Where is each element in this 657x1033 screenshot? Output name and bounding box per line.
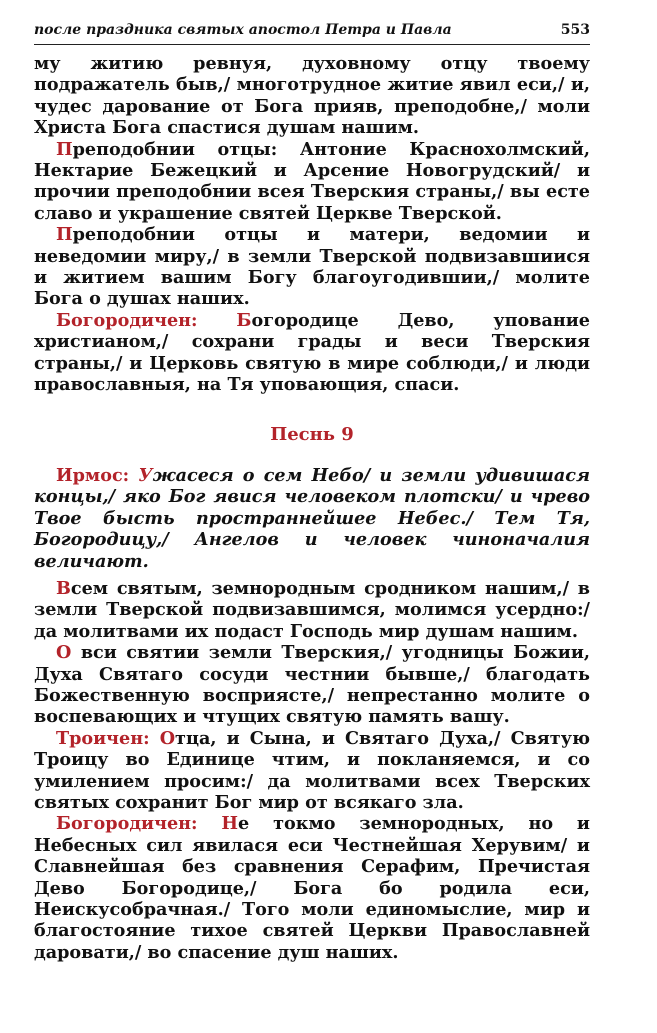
- header-title: после праздника святых апостол Петра и Павла: [34, 22, 452, 38]
- paragraph-irmos: [34, 465, 590, 572]
- red-initial: П: [56, 138, 73, 160]
- red-initial: У: [138, 464, 153, 486]
- rubric-label: Богородичен:: [56, 813, 222, 835]
- paragraph-continued: [34, 53, 590, 139]
- rubric-label: Троичен:: [56, 727, 160, 749]
- red-initial: О: [56, 642, 72, 664]
- paragraph-text: сем святым, земнородным сродником нашим,/ в земли Тверской подвизавшимся, молимся усердно:/ да молитвами их подаст Господь мир душам нашим.: [34, 577, 590, 642]
- paragraph-text: е токмо земнородных, но и Небесных сил явилася еси Честнейшая Херувим/ и Славнейшая без сравнения Серафим, Пречистая Дево Богородице,/ Бога бо родила еси, Неискусобрачная./ Того моли единомыслие, мир и благостояние тихое святей Церкви Православней даровати,/ во спасение душ наших.: [34, 813, 590, 963]
- red-initial: О: [159, 727, 176, 749]
- paragraph-troparion: [34, 642, 590, 728]
- paragraph-text: реподобнии отцы: Антоние Краснохолмский, Нектарие Бежецкий и Арсение Новогрудский/ и прочии преподобнии всея Тверския страны,/ вы есте славо и украшение святей Церкве Тверской.: [34, 138, 590, 224]
- paragraph-text: огородице Дево, упование христианом,/ сохрани грады и веси Тверския страны,/ и Церковь святую в мире соблюди,/ и люди православныя, на Тя уповающия, спаси.: [34, 309, 591, 396]
- ode-heading: Песнь 9: [270, 423, 354, 445]
- red-initial: В: [56, 577, 71, 599]
- paragraph-text: реподобнии отцы и матери, ведомии и неведомии миру,/ в земли Тверской подвизавшиися и житием вашим Богу благоугодившии,/ молите Бога о душах наших.: [34, 224, 590, 310]
- paragraph-text: вси святии земли Тверския,/ угодницы Божии, Духа Святаго сосуди честнии бывше,/ благодать Божественную восприясте,/ непрестанно молите о воспевающих и чтущих святую память вашу.: [34, 642, 590, 728]
- book-page: [34, 22, 590, 963]
- paragraph-triadicon: [34, 728, 590, 814]
- paragraph-theotokion: [34, 310, 590, 396]
- rubric-label: Богородичен:: [56, 309, 237, 331]
- paragraph-text: жасеся о сем Небо/ и земли удивишася концы,/ яко Бог явися человеком плотски/ и чрево Твое бысть пространнейшее Небес./ Тем Тя, Богородицу,/ Ангелов и человек чиноначалия величают.: [34, 464, 591, 572]
- page-body: [34, 53, 590, 963]
- running-header: [34, 22, 590, 45]
- rubric-label: Ирмос:: [56, 464, 139, 486]
- red-initial: Н: [221, 813, 239, 835]
- paragraph-troparion: [34, 139, 590, 225]
- paragraph-text: му житию ревнуя, духовному отцу твоему подражатель быв,/ многотрудное житие явил еси,/ и, чудес дарование от Бога прияв, преподобне,/ моли Христа Бога спастися душам нашим.: [34, 53, 590, 139]
- page-number: 553: [560, 22, 590, 38]
- red-initial: Б: [236, 309, 252, 331]
- red-initial: П: [56, 224, 73, 246]
- paragraph-troparion: [34, 224, 590, 310]
- paragraph-troparion: [34, 578, 590, 642]
- paragraph-text: тца, и Сына, и Святаго Духа,/ Святую Троицу во Единице чтим, и покланяемся, и со умилением просим:/ да молитвами всех Тверских святых сохранит Бог мир от всякаго зла.: [34, 727, 590, 813]
- paragraph-theotokion: [34, 813, 590, 963]
